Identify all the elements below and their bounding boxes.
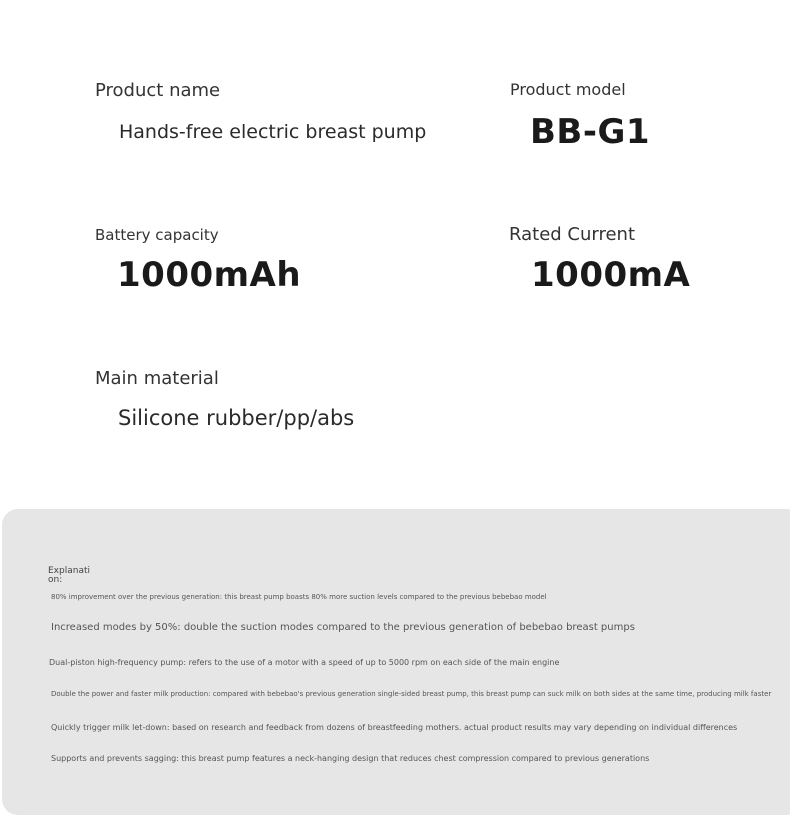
spec-value: Hands-free electric breast pump xyxy=(119,121,427,143)
spec-label: Battery capacity xyxy=(95,226,219,244)
spec-value: 1000mA xyxy=(531,255,691,295)
explanation-note: Increased modes by 50%: double the suction modes compared to the previous generation of bebebao breast pumps xyxy=(51,622,635,633)
spec-label: Product model xyxy=(510,80,626,99)
explanation-note: Double the power and faster milk production: compared with bebebao's previous generation single-sided breast pump, this breast pump can suck milk on both sides at the same time, producing milk faster xyxy=(51,690,772,698)
spec-main-material xyxy=(95,368,355,430)
spec-product-name xyxy=(95,80,427,143)
spec-value: 1000mAh xyxy=(117,255,302,295)
spec-label: Product name xyxy=(95,80,221,101)
explanation-note: Quickly trigger milk let-down: based on research and feedback from dozens of breastfeeding mothers. actual product results may vary depending on individual differences xyxy=(51,723,738,732)
explanation-title: Explanation: xyxy=(48,566,90,585)
explanation-panel xyxy=(2,509,790,815)
spec-rated-current xyxy=(509,224,691,295)
spec-value: BB-G1 xyxy=(530,112,651,152)
spec-product-model xyxy=(510,80,651,152)
explanation-note: 80% improvement over the previous generation: this breast pump boasts 80% more suction levels compared to the previous bebebao model xyxy=(51,593,547,601)
explanation-note: Supports and prevents sagging: this breast pump features a neck-hanging design that reduces chest compression compared to previous generations xyxy=(51,754,650,763)
explanation-note: Dual-piston high-frequency pump: refers to the use of a motor with a speed of up to 5000 rpm on each side of the main engine xyxy=(49,658,560,667)
spec-label: Rated Current xyxy=(509,224,636,245)
spec-label: Main material xyxy=(95,368,219,389)
spec-value: Silicone rubber/pp/abs xyxy=(118,406,355,430)
spec-battery-capacity xyxy=(95,226,302,295)
